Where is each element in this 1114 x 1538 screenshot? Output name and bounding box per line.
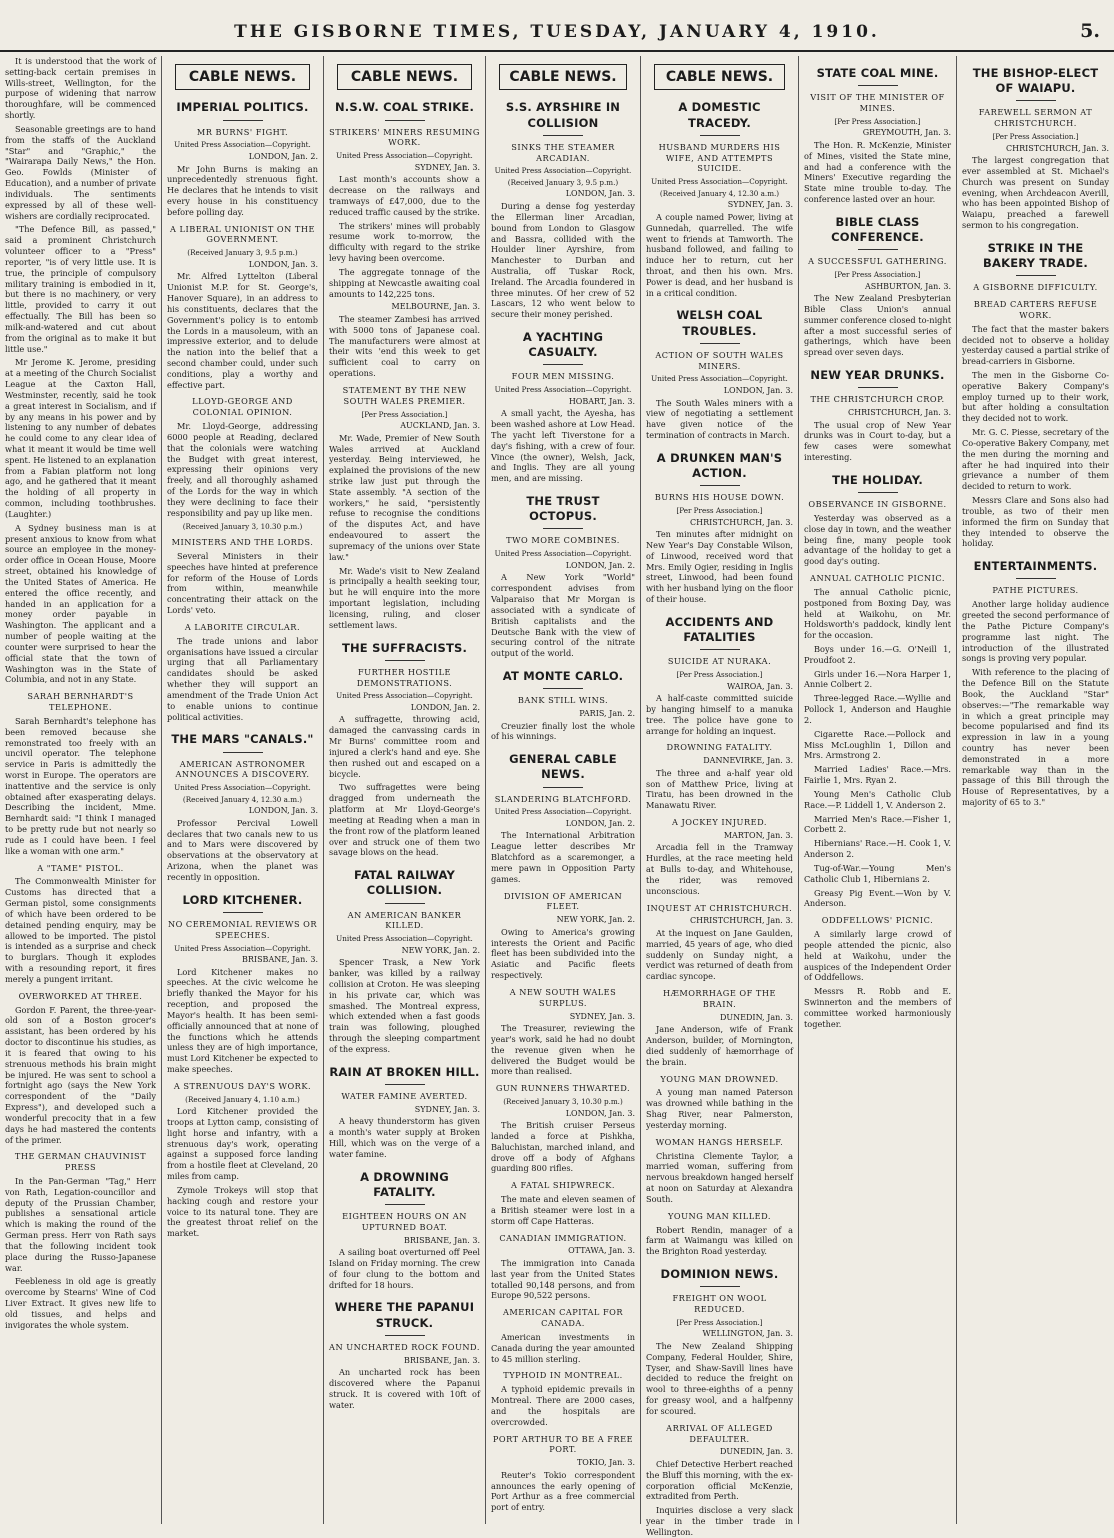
- article-subheading: AMERICAN CAPITAL FOR CANADA.: [502, 1307, 624, 1329]
- headline-rule: [543, 528, 583, 529]
- article-subheading: BANK STILL WINS.: [517, 695, 609, 706]
- article-paragraph: American investments in Canada during the year amounted to 45 million sterling.: [491, 1331, 635, 1364]
- press-credit: (Received January 3, 10.30 p.m.): [503, 1097, 623, 1107]
- headline-rule: [858, 387, 898, 388]
- article-paragraph: The mate and eleven seamen of a British steamer were lost in a storm off Cape Hatteras.: [491, 1194, 635, 1226]
- article-headline: A DROWNING FATALITY.: [360, 1169, 449, 1199]
- article-subheading: ANNUAL CATHOLIC PICNIC.: [810, 573, 945, 584]
- dateline: GREYMOUTH, Jan. 3.: [862, 128, 951, 138]
- article-paragraph: Mr. Wade's visit to New Zealand is principally a health seeking tour, but he will enquire into the more important legislation, including licensing, ruling, and closer settlement laws.: [329, 565, 480, 630]
- dateline: SYDNEY, Jan. 3.: [414, 162, 480, 172]
- article-paragraph: A Sydney business man is at present anxious to know from what source an employee in the money-order office in Ocean House, Moore street, obtained his knowledge of the United States of America. He entered the office recently, and handed in an application for a money order payable in Washington. The applicant and a number of people waiting at the counter were surprised to hear the official state that the town of Washington was in the State of Columbia, and not in any State.: [5, 522, 156, 685]
- headline-rule: [385, 1204, 425, 1205]
- article-subheading: A STRENUOUS DAY'S WORK.: [173, 1080, 312, 1091]
- article-paragraph: A sailing boat overturned off Peel Island on Friday morning. The crew of four clung to the bottom and drifted for 18 hours.: [329, 1247, 480, 1290]
- article-subheading: VISIT OF THE MINISTER OF MINES.: [810, 92, 945, 113]
- headline-rule: [1016, 100, 1056, 101]
- article-paragraph: Last month's accounts show a decrease on the railways and tramways of £47,000, due to the reduced traffic caused by the strike.: [329, 174, 480, 217]
- article-subheading: INQUEST AT CHRISTCHURCH.: [646, 902, 793, 913]
- article-paragraph: The aggregate tonnage of the shipping at Newcastle awaiting coal amounts to 142,225 tons.: [329, 266, 480, 299]
- article-paragraph: Several Ministers in their speeches have hinted at preference for reform of the House of Lords from within, meanwhile concentrating their attack on the Lords' veto.: [167, 550, 318, 616]
- article-subheading: WATER FAMINE AVERTED.: [341, 1090, 468, 1101]
- article-subheading: OBSERVANCE IN GISBORNE.: [808, 499, 947, 510]
- press-credit: United Press Association—Copyright.: [651, 177, 788, 187]
- article-paragraph: The men in the Gisborne Co-operative Bakery Company's employ turned up to their work, but after holding a consultation they decided not to work.: [962, 369, 1109, 424]
- article-paragraph: Feebleness in old age is greatly overcome by Stearns' Wine of Cod Liver Extract. It gives new life to old tissues, and helps and invigorates the whole system.: [5, 1276, 156, 1330]
- article-headline: N.S.W. COAL STRIKE.: [334, 100, 475, 115]
- article-paragraph: Gordon F. Parent, the three-year-old son of a Boston grocer's assistant, has been ordered by his doctor to discontinue his studies, as it is feared that owing to his strenuous methods his brain might be injured. He was sent to school a fortnight ago (says the New York correspondent of the "Daily Express"), and developed such a wonderful precocity that in a few days he had mastered the contents of the primer.: [5, 1004, 156, 1145]
- article-paragraph: At the inquest on Jane Gaulden, married, 45 years of age, who died suddenly on Sunday night, a verdict was returned of death from cardiac syncope.: [646, 927, 793, 982]
- headline-rule: [543, 787, 583, 788]
- press-credit: United Press Association—Copyright.: [494, 807, 632, 817]
- article-subheading: A LIBERAL UNIONIST ON THE GOVERNMENT.: [170, 223, 315, 245]
- article-paragraph: The New Zealand Presbyterian Bible Class Union's annual summer conference closed to-night after a most successful series of gatherings, which have been spread over seven days.: [804, 293, 951, 358]
- article-headline: A YACHTING CASUALTY.: [522, 330, 604, 360]
- article-headline: RAIN AT BROKEN HILL.: [329, 1064, 480, 1079]
- article-headline: GENERAL CABLE NEWS.: [509, 752, 617, 782]
- article-headline: NEW YEAR DRUNKS.: [810, 368, 945, 383]
- headline-rule: [223, 752, 263, 753]
- article-paragraph: Chief Detective Herbert reached the Bluff this morning, with the ex-corporation official McKenzie, extradited from Perth.: [646, 1458, 793, 1502]
- article-paragraph: Robert Rendin, manager of a farm at Waimangu was killed on the Brighton Road yesterday.: [646, 1224, 793, 1257]
- press-credit: [Per Press Association.]: [834, 116, 921, 126]
- article-paragraph: Owing to America's growing interests the Orient and Pacific fleet has been subdivided into the Asiatic and Pacific fleets respectively.: [491, 926, 635, 981]
- article-paragraph: The largest congregation that ever assembled at St. Michael's Church was present on Sunday evening, when Archdeacon Averill, who has been appointed Bishop of Waiapu, preached a farewell sermon to his congregation.: [962, 155, 1109, 231]
- article-paragraph: A typhoid epidemic prevails in Montreal. There are 2000 cases, and the hospitals are overcrowded.: [491, 1384, 635, 1427]
- article-headline: IMPERIAL POLITICS.: [176, 100, 309, 115]
- article-paragraph: A heavy thunderstorm has given a month's water supply at Broken Hill, which was on the verge of a water famine.: [329, 1116, 480, 1159]
- masthead-title: THE GISBORNE TIMES, TUESDAY, JANUARY 4, 1910.: [234, 22, 880, 42]
- article-subheading: MR BURNS' FIGHT.: [196, 126, 289, 137]
- article-paragraph: The trade unions and labor organisations have issued a circular urging that all Parliamentary candidates should be asked whether they will support an amendment of the Trade Union Act to enable unions to continue political activities.: [167, 635, 318, 722]
- dateline: NEW YORK, Jan. 2.: [556, 915, 635, 925]
- dateline: CHRISTCHURCH, Jan. 3.: [1006, 143, 1109, 153]
- press-credit: [Per Press Association.]: [361, 409, 448, 419]
- cable-news-banner: CABLE NEWS.: [175, 64, 310, 90]
- article-paragraph: Girls under 16.—Nora Harper 1, Annie Colbert 2.: [804, 668, 951, 690]
- article-subheading: DIVISION OF AMERICAN FLEET.: [503, 890, 623, 912]
- article-subheading: A NEW SOUTH WALES SURPLUS.: [509, 986, 617, 1008]
- dateline: HOBART, Jan. 3.: [568, 396, 635, 406]
- dateline: SYDNEY, Jan. 3.: [569, 1011, 635, 1021]
- article-paragraph: Messrs R. Robb and E. Swinnerton and the members of committee worked harmoniously together.: [804, 986, 951, 1029]
- article-headline: THE HOLIDAY.: [832, 472, 923, 487]
- article-paragraph: Hibernians' Race.—H. Cook 1, V. Anderson 2.: [804, 838, 951, 860]
- article-headline: WHERE THE PAPANUI STRUCK.: [334, 1300, 475, 1330]
- article-paragraph: Spencer Trask, a New York banker, was killed by a railway collision at Croton. He was sleeping in his private car, which was smashed. The Montreal express, which extended when a fast goods train was following, ploughed through the sleeping compartment of the express.: [329, 957, 480, 1054]
- article-paragraph: A half-caste committed suicide by hanging himself to a manuka tree. The police have gone to arrange for holding an inquest.: [646, 693, 793, 736]
- article-headline: THE MARS "CANALS.": [171, 732, 314, 747]
- dateline: NEW YORK, Jan. 2.: [401, 945, 480, 955]
- dateline: BRISBANE, Jan. 3.: [242, 955, 318, 964]
- article-subheading: PATHE PICTURES.: [992, 585, 1079, 596]
- column-3: [323, 56, 485, 1524]
- article-paragraph: Zymole Trokeys will stop that hacking cough and restore your voice to its natural tone. They are the greatest throat relief on the market.: [167, 1184, 318, 1239]
- headline-rule: [385, 1084, 425, 1085]
- headline-rule: [1016, 275, 1056, 276]
- headline-rule: [858, 85, 898, 86]
- article-paragraph: Ten minutes after midnight on New Year's Day Constable Wilson, of Linwood, received word that Mrs. Emily Ogier, residing in Inglis street, Linwood, had been found with her husband lying on the floor of their house.: [646, 529, 793, 605]
- article-subheading: BURNS HIS HOUSE DOWN.: [654, 492, 785, 503]
- press-credit: [Per Press Association.]: [992, 132, 1079, 141]
- article-subheading: DROWNING FATALITY.: [666, 742, 773, 753]
- article-subheading: GUN RUNNERS THWARTED.: [495, 1083, 631, 1094]
- article-paragraph: Mr. Alfred Lyttelton (Liberal Unionist M.P. for St. George's, Hanover Square), in an address to his constituents, declares that the Government's policy is to entomb the Lords in a mausoleum, with an impressive exterior, and to delude the nation into the belief that a second chamber could, under such conditions, play a worthy and effective part.: [167, 271, 318, 390]
- headline-rule: [385, 903, 425, 904]
- article-headline: ACCIDENTS AND FATALITIES: [665, 614, 774, 645]
- article-paragraph: The strikers' mines will probably resume work to-morrow, the difficulty with regard to the strike levy having been overcome.: [329, 220, 480, 264]
- article-headline: THE SUFFRACISTS.: [341, 640, 468, 655]
- article-headline: DOMINION NEWS.: [660, 1267, 779, 1282]
- press-credit: [Per Press Association.]: [676, 1317, 763, 1327]
- article-subheading: CANADIAN IMMIGRATION.: [499, 1232, 627, 1243]
- dateline: WAIROA, Jan. 3.: [726, 681, 793, 691]
- article-paragraph: Yesterday was observed as a close day in town, and the weather being fine, many people took advantage of the holiday to get a good day's outing.: [804, 512, 951, 567]
- article-paragraph: A couple named Power, living at Gunnedah, quarrelled. The wife went to friends at Tamworth. The husband followed, and failing to induce her to return, cut her throat, and then his own. Mrs. Power is dead, and her husband is in a critical condition.: [646, 211, 793, 298]
- dateline: AUCKLAND, Jan. 3.: [400, 421, 480, 431]
- article-paragraph: Professor Percival Lowell declares that two canals new to us and to Mars were discovered by observations at the observatory at Arizona, when the planet was recently in opposition.: [167, 817, 318, 882]
- headline-rule: [700, 485, 740, 486]
- article-subheading: AN AMERICAN BANKER KILLED.: [347, 909, 462, 931]
- article-subheading: LLOYD-GEORGE AND COLONIAL OPINION.: [192, 396, 293, 418]
- article-paragraph: Three-legged Race.—Wyllie and Pollock 1, Anderson and Haughie 2.: [804, 693, 951, 725]
- article-paragraph: Boys under 16.—G. O'Neill 1, Proudfoot 2.: [804, 644, 951, 665]
- headline-rule: [385, 1335, 425, 1336]
- article-paragraph: Mr. G. C. Piesse, secretary of the Co-operative Bakery Company, met the men during the morning and after he had inquired into their grievance a number of them decided to return to work.: [962, 427, 1109, 492]
- article-subheading: AMERICAN ASTRONOMER ANNOUNCES A DISCOVERY.: [175, 758, 310, 780]
- article-paragraph: Reuter's Tokio correspondent announces the early opening of Port Arthur as a free commercial port of entry.: [491, 1469, 635, 1513]
- article-paragraph: Arcadia fell in the Tramway Hurdles, at the race meeting held at Bulls to-day, and Whitehouse, the rider, was removed unconscious.: [646, 842, 793, 896]
- press-credit: United Press Association—Copyright.: [174, 140, 311, 150]
- article-paragraph: With reference to the placing of the Defence Bill on the Statute Book, the Auckland "Star" observes:—"The remarkable way in which a great principle may become popularised and find its expression in law in a young country has never been demonstrated in a more remarkable way than in the passage of this Bill through the House of Representatives, by a majority of 65 to 3.": [962, 667, 1109, 808]
- article-subheading: ACTION OF SOUTH WALES MINERS.: [655, 349, 784, 371]
- article-subheading: OVERWORKED AT THREE.: [18, 990, 143, 1001]
- headline-rule: [543, 135, 583, 136]
- masthead: [0, 0, 1114, 52]
- article-headline: LORD KITCHENER.: [182, 892, 303, 907]
- article-paragraph: Another large holiday audience greeted the second performance of the Pathe Picture Company's programme last night. The introduction of the illustrated songs is proving very popular.: [962, 599, 1109, 664]
- article-paragraph: Sarah Bernhardt's telephone has been removed because she remonstrated too freely with an uncivil operator. The telephone service in Paris is admittedly the worst in Europe. The operators are inattentive and the service is only obtained after exasperating delays. Describing the incident, Mme. Bernhardt said: "I think I managed to be pretty rude but not nearly so rude as I could have been. I feel like a woman with one arm.": [5, 715, 156, 856]
- dateline: LONDON, Jan. 2.: [565, 560, 635, 570]
- headline-rule: [700, 1286, 740, 1287]
- press-credit: United Press Association—Copyright.: [174, 783, 311, 793]
- article-paragraph: Greasy Pig Event.—Won by V. Anderson.: [804, 887, 951, 909]
- article-subheading: HUSBAND MURDERS HIS WIFE, AND ATTEMPTS SUICIDE.: [658, 141, 781, 174]
- article-paragraph: Married Ladies' Race.—Mrs. Fairlie 1, Mrs. Ryan 2.: [804, 764, 951, 786]
- press-credit: (Received January 3, 9.5 p.m.): [507, 177, 619, 187]
- press-credit: United Press Association—Copyright.: [336, 151, 473, 161]
- dateline: SYDNEY, Jan. 3.: [414, 1104, 480, 1114]
- article-subheading: STATEMENT BY THE NEW SOUTH WALES PREMIER.: [342, 384, 467, 406]
- dateline: TOKIO, Jan. 3.: [576, 1458, 635, 1468]
- column-7: [956, 56, 1114, 1524]
- article-paragraph: "The Defence Bill, as passed," said a prominent Christchurch volunteer officer to a "Press" reporter, "is of very little use. It is true, the principle of compulsory military training is embodied in it, but there is no machinery, or very little, provided to carry it out effectually. The Bill has been so milk-and-watered and cut about from the original as to make it but little use.": [5, 224, 156, 354]
- press-credit: United Press Association—Copyright.: [494, 166, 632, 176]
- article-subheading: ODDFELLOWS' PICNIC.: [821, 915, 934, 926]
- article-subheading: MINISTERS AND THE LORDS.: [171, 537, 314, 548]
- article-subheading: YOUNG MAN DROWNED.: [660, 1073, 779, 1084]
- dateline: OTTAWA, Jan. 3.: [568, 1246, 635, 1256]
- article-subheading: HÆMORRHAGE OF THE BRAIN.: [662, 988, 776, 1009]
- article-paragraph: A small yacht, the Ayesha, has been washed ashore at Low Head. The yacht left Tiverstone for a day's fishing, with a crew of four. Vince (the owner), Welsh, Jack, and Inglis. They are all young men, and are missing.: [491, 408, 635, 484]
- dateline: BRISBANE, Jan. 3.: [404, 1235, 480, 1245]
- dateline: CHRISTCHURCH, Jan. 3.: [690, 916, 793, 926]
- article-paragraph: Inquiries disclose a very slack year in the timber trade in Wellington.: [646, 1505, 793, 1537]
- article-subheading: SARAH BERNHARDT'S TELEPHONE.: [27, 691, 134, 713]
- dateline: CHRISTCHURCH, Jan. 3.: [690, 517, 793, 527]
- article-paragraph: The steamer Zambesi has arrived with 5000 tons of Japanese coal. The manufacturers were almost at their wits 'end this week to get sufficient coal to carry on operations.: [329, 314, 480, 379]
- headline-rule: [223, 120, 263, 121]
- article-paragraph: Mr. Lloyd-George, addressing 6000 people at Reading, declared that the colonials were watching the Budget with great interest, expressing their opinions very freely, and all thoroughly ashamed of the Lords for the way in which they were declining to face their responsibility and pay up like men.: [167, 421, 318, 518]
- article-subheading: EIGHTEEN HOURS ON AN UPTURNED BOAT.: [342, 1210, 467, 1232]
- article-headline: THE BISHOP-ELECT OF WAIAPU.: [972, 66, 1099, 96]
- dateline: LONDON, Jan. 3.: [565, 1108, 635, 1118]
- article-paragraph: A similarly large crowd of people attended the picnic, also held at Waikohu, under the auspices of the Independent Order of Oddfellows.: [804, 929, 951, 983]
- article-subheading: TWO MORE COMBINES.: [506, 535, 620, 546]
- cable-news-banner: CABLE NEWS.: [337, 64, 472, 90]
- article-headline: STRIKE IN THE BAKERY TRADE.: [983, 240, 1088, 271]
- article-subheading: PORT ARTHUR TO BE A FREE PORT.: [492, 1433, 634, 1455]
- article-subheading: A "TAME" PISTOL.: [37, 862, 124, 873]
- press-credit: United Press Association—Copyright.: [651, 374, 788, 384]
- headline-rule: [223, 912, 263, 913]
- press-credit: United Press Association—Copyright.: [494, 385, 632, 395]
- article-paragraph: Mr Jerome K. Jerome, presiding at a meeting of the Church Socialist League at the Caxton Hall, Westminster, recently, said he took a great interest in Socialism, and if by any means in his power and by listening to any number of debates he could come to any clear idea of what it meant it would be time well spent. He listened to an explanation from a Fabian platform not long ago, and he gathered that it meant the holding of all property in common, including toothbrushes. (Laughter.): [5, 357, 156, 519]
- headline-rule: [700, 343, 740, 344]
- dateline: LONDON, Jan. 2.: [565, 818, 635, 828]
- press-credit: (Received January 4, 12.30 a.m.): [659, 188, 780, 198]
- headline-rule: [858, 249, 898, 250]
- article-headline: THE TRUST OCTOPUS.: [526, 494, 600, 524]
- article-subheading: SLANDERING BLATCHFORD.: [494, 793, 632, 804]
- headline-rule: [385, 120, 425, 121]
- press-credit: (Received January 4, 12.30 a.m.): [182, 794, 303, 804]
- article-paragraph: It is understood that the work of setting-back certain premises in Wills-street, Wellington, for the purpose of widening that narrow thoroughfare, will be commenced shortly.: [5, 56, 156, 121]
- dateline: BRISBANE, Jan. 3.: [404, 1355, 480, 1365]
- article-paragraph: During a dense fog yesterday the Ellerman liner Arcadian, bound from London to Glasgow and Bassra, collided with the Houlder liner Ayrshire, from Manchester to Durban and Australia, off Tuskar Rock, Ireland. The Arcadia foundered in three minutes. Of her crew of 52 Lascars, 12 who went below to secure their money perished.: [491, 201, 635, 320]
- press-credit: [Per Press Association.]: [834, 270, 921, 280]
- article-headline: BIBLE CLASS CONFERENCE.: [831, 214, 924, 245]
- article-subheading: NO CEREMONIAL REVIEWS OR SPEECHES.: [167, 918, 318, 940]
- dateline: DANNEVIRKE, Jan. 3.: [703, 756, 793, 766]
- article-subheading: THE GERMAN CHAUVINIST PRESS: [14, 1151, 147, 1173]
- article-paragraph: Jane Anderson, wife of Frank Anderson, builder, of Mornington, died suddenly of hæmorrhage of the brain.: [646, 1024, 793, 1067]
- article-paragraph: Mr. Wade, Premier of New South Wales arrived at Auckland yesterday. Being interviewed, he explained the provisions of the new strike law just put through the State assembly. "A section of the workers," he said, "persistently refuse to recognise the conditions of the disputes Act, and have endeavoured to assert the supremacy of the unions over State law.": [329, 432, 480, 562]
- article-paragraph: Seasonable greetings are to hand from the staffs of the Auckland "Star" and "Graphic," the "Wairarapa Daily News," the Hon. Geo. Fowlds (Minister of Education), and a number of private individuals. The sentiments expressed by all of these well-wishers are cordially reciprocated.: [5, 123, 156, 221]
- article-paragraph: The Commonwealth Minister for Customs has directed that a German pistol, some consignments of which have been ordered to be detained pending enquiry, may be allowed to be imported. The pistol is intended as a surprise and check to burglars. Though it explodes with a resounding report, it fires merely a pungent irritant.: [5, 876, 156, 984]
- article-paragraph: The New Zealand Shipping Company, Federal Houlder, Shire, Tyser, and Shaw-Savill lines have decided to reduce the freight on wool to three-eighths of a penny for greasy wool, and a halfpenny for scoured.: [646, 1340, 793, 1416]
- headline-rule: [700, 649, 740, 650]
- article-subheading: THE CHRISTCHURCH CROP.: [810, 394, 945, 405]
- article-subheading: A SUCCESSFUL GATHERING.: [808, 256, 947, 267]
- article-headline: AT MONTE CARLO.: [502, 668, 624, 683]
- dateline: LONDON, Jan. 3.: [565, 189, 635, 199]
- article-headline: A DOMESTIC TRACEDY.: [678, 100, 761, 130]
- article-paragraph: The British cruiser Perseus landed a force at Pishkha, Baluchistan, marched inland, and drove off a body of Afghans guarding 800 rifles.: [491, 1120, 635, 1174]
- article-headline: FATAL RAILWAY COLLISION.: [353, 868, 456, 898]
- dateline: CHRISTCHURCH, Jan. 3.: [848, 408, 951, 418]
- article-subheading: FOUR MEN MISSING.: [511, 371, 615, 382]
- article-subheading: STRIKERS' MINERS RESUMING WORK.: [329, 126, 480, 148]
- article-paragraph: The Treasurer, reviewing the year's work, said he had no doubt the revenue given when he delivered the Budget would be more than realised.: [491, 1023, 635, 1077]
- article-paragraph: Messrs Clare and Sons also had trouble, as two of their men informed the firm on Sunday that they intended to observe the holiday.: [962, 495, 1109, 549]
- press-credit: (Received January 3, 10.30 p.m.): [182, 521, 303, 531]
- article-headline: S.S. AYRSHIRE IN COLLISION: [505, 100, 621, 130]
- dateline: DUNEDIN, Jan. 3.: [720, 1012, 793, 1022]
- article-paragraph: Cigarette Race.—Pollock and Miss McLoughlin 1, Dillon and Mrs. Armstrong 2.: [804, 728, 951, 761]
- article-subheading: A GISBORNE DIFFICULTY.: [973, 282, 1098, 293]
- article-paragraph: Mr John Burns is making an unprecedentedly strenuous fight. He declares that he intends to visit every house in his constituency before polling day.: [167, 163, 318, 217]
- dateline: MARTON, Jan. 3.: [723, 830, 793, 840]
- article-paragraph: The annual Catholic picnic, postponed from Boxing Day, was held at Waikohu, on Mr. Holdsworth's paddock, kindly lent for the occasion.: [804, 586, 951, 641]
- dateline: LONDON, Jan. 3.: [248, 259, 318, 269]
- dateline: LONDON, Jan. 2.: [410, 702, 480, 712]
- article-subheading: A JOCKEY INJURED.: [672, 817, 767, 828]
- column-4: [485, 56, 640, 1524]
- article-headline: A DRUNKEN MAN'S ACTION.: [656, 450, 783, 480]
- article-paragraph: Christina Clemente Taylor, a married woman, suffering from nervous breakdown hanged herself at noon on Saturday at Alexandra South.: [646, 1150, 793, 1204]
- dateline: ASHBURTON, Jan. 3.: [864, 281, 951, 291]
- article-subheading: AN UNCHARTED ROCK FOUND.: [329, 1341, 480, 1352]
- article-paragraph: Lord Kitchener provided the troops at Lytton camp, consisting of light horse and infantry, with a strenuous day's work, operating against a supposed force landing from a hostile fleet at Cleveland, 20 miles from camp.: [167, 1106, 318, 1182]
- dateline: WELLINGTON, Jan. 3.: [702, 1329, 793, 1339]
- column-2: [161, 56, 323, 1524]
- article-subheading: A LABORITE CIRCULAR.: [184, 621, 301, 632]
- cable-news-banner: CABLE NEWS.: [499, 64, 627, 90]
- press-credit: [Per Press Association.]: [676, 506, 763, 515]
- article-paragraph: The usual crop of New Year drunks was in Court to-day, but a few cases were somewhat interesting.: [804, 419, 951, 463]
- article-subheading: SUICIDE AT NURAKA.: [667, 656, 772, 667]
- column-6: [798, 56, 956, 1524]
- article-headline: STATE COAL MINE.: [816, 66, 939, 80]
- headline-rule: [385, 660, 425, 661]
- dateline: DUNEDIN, Jan. 3.: [720, 1447, 793, 1457]
- dateline: LONDON, Jan. 3.: [248, 806, 318, 816]
- press-credit: [Per Press Association.]: [676, 670, 763, 680]
- article-paragraph: The Hon. R. McKenzie, Minister of Mines, visited the State mine, and had a conference with the Miners' Executive regarding the State mine trouble to-day. The conference lasted over an hour.: [804, 139, 951, 205]
- article-subheading: FURTHER HOSTILE DEMONSTRATIONS.: [356, 666, 453, 688]
- article-paragraph: Lord Kitchener makes no speeches. At the civic welcome he briefly thanked the Mayor for his reception, and proposed the Mayor's health. It has been semi-officially announced that at none of the functions which he attends unless they are of high importance, must Lord Kitchener be expected to make speeches.: [167, 966, 318, 1074]
- article-headline: WELSH COAL TROUBLES.: [676, 308, 763, 338]
- article-subheading: BREAD CARTERS REFUSE WORK.: [973, 299, 1098, 320]
- article-paragraph: Young Men's Catholic Club Race.—P. Liddell 1, V. Anderson 2.: [804, 788, 951, 810]
- article-paragraph: A New York "World" correspondent advises from Valparaiso that Mr Morgan is associated with a syndicate of British capitalists and the Deutsche Bank with the view of securing control of the nitrate output of the world.: [491, 572, 635, 659]
- article-paragraph: The South Wales miners with a view of negotiating a settlement have given notice of the termination of contracts in March.: [646, 397, 793, 440]
- article-paragraph: An uncharted rock has been discovered where the Papanui struck. It is covered with 10ft of water.: [329, 1367, 480, 1410]
- article-subheading: FAREWELL SERMON AT CHRISTCHURCH.: [978, 107, 1093, 129]
- headline-rule: [543, 688, 583, 689]
- page-number: 5.: [1080, 20, 1100, 42]
- headline-rule: [543, 364, 583, 365]
- article-paragraph: Married Men's Race.—Fisher 1, Corbett 2.: [804, 813, 951, 835]
- press-credit: United Press Association—Copyright.: [494, 549, 632, 559]
- article-headline: ENTERTAINMENTS.: [973, 559, 1098, 574]
- headline-rule: [700, 135, 740, 136]
- article-subheading: A FATAL SHIPWRECK.: [511, 1180, 615, 1191]
- article-paragraph: The three and a-half year old son of Matthew Price, living at Tiratu, has been drowned in the Manawatu River.: [646, 767, 793, 811]
- dateline: PARIS, Jan. 2.: [579, 708, 635, 718]
- article-paragraph: A young man named Paterson was drowned while bathing in the Shag River, near Palmerston, yesterday morning.: [646, 1087, 793, 1130]
- dateline: MELBOURNE, Jan. 3.: [391, 302, 480, 312]
- article-subheading: TYPHOID IN MONTREAL.: [503, 1370, 623, 1381]
- press-credit: United Press Association—Copyright.: [336, 691, 473, 701]
- dateline: SYDNEY, Jan. 3.: [727, 200, 793, 210]
- dateline: LONDON, Jan. 3.: [723, 385, 793, 395]
- cable-news-banner: CABLE NEWS.: [654, 64, 785, 90]
- article-paragraph: A suffragette, throwing acid, damaged the canvassing cards in Mr Burns' committee room and injured a clerk's hand and eye. She then rushed out and escaped on a bicycle.: [329, 714, 480, 779]
- article-subheading: WOMAN HANGS HERSELF.: [655, 1136, 784, 1147]
- headline-rule: [1016, 578, 1056, 579]
- article-paragraph: In the Pan-German "Tag," Herr von Rath, Legation-councillor and deputy of the Prussian Chamber, publishes a sensational article which is making the round of the German press. Herr von Rath says that the following incident took place during the Russo-Japanese war.: [5, 1175, 156, 1273]
- article-subheading: YOUNG MAN KILLED.: [668, 1210, 771, 1221]
- article-paragraph: Tug-of-War.—Young Men's Catholic Club 1, Hibernians 2.: [804, 862, 951, 884]
- article-paragraph: The immigration into Canada last year from the United States totalled 90,148 persons, and from Europe 90,522 persons.: [491, 1257, 635, 1301]
- article-subheading: ARRIVAL OF ALLEGED DEFAULTER.: [666, 1422, 773, 1444]
- press-credit: United Press Association—Copyright.: [336, 934, 473, 944]
- article-paragraph: Two suffragettes were being dragged from underneath the platform at Mr Lloyd-George's meeting at Reading when a man in the front row of the platform leaned over and struck one of them two savage blows on the head.: [329, 782, 480, 858]
- article-paragraph: Creuzier finally lost the whole of his winnings.: [491, 720, 635, 742]
- column-1: [0, 56, 161, 1524]
- press-credit: (Received January 3, 9.5 p.m.): [187, 248, 298, 258]
- headline-rule: [858, 492, 898, 493]
- article-subheading: FREIGHT ON WOOL REDUCED.: [672, 1293, 767, 1315]
- article-paragraph: The International Arbitration League letter describes Mr Blatchford as a scaremonger, a mere pawn in Opposition Party games.: [491, 830, 635, 884]
- press-credit: United Press Association—Copyright.: [174, 943, 311, 953]
- article-paragraph: The fact that the master bakers decided not to observe a holiday yesterday caused a partial strike of bread-carriers in Gisborne.: [962, 323, 1109, 367]
- press-credit: (Received January 4, 1.10 a.m.): [185, 1094, 300, 1104]
- article-subheading: SINKS THE STEAMER ARCADIAN.: [511, 141, 615, 163]
- column-5: [640, 56, 798, 1537]
- dateline: LONDON, Jan. 2.: [248, 151, 318, 161]
